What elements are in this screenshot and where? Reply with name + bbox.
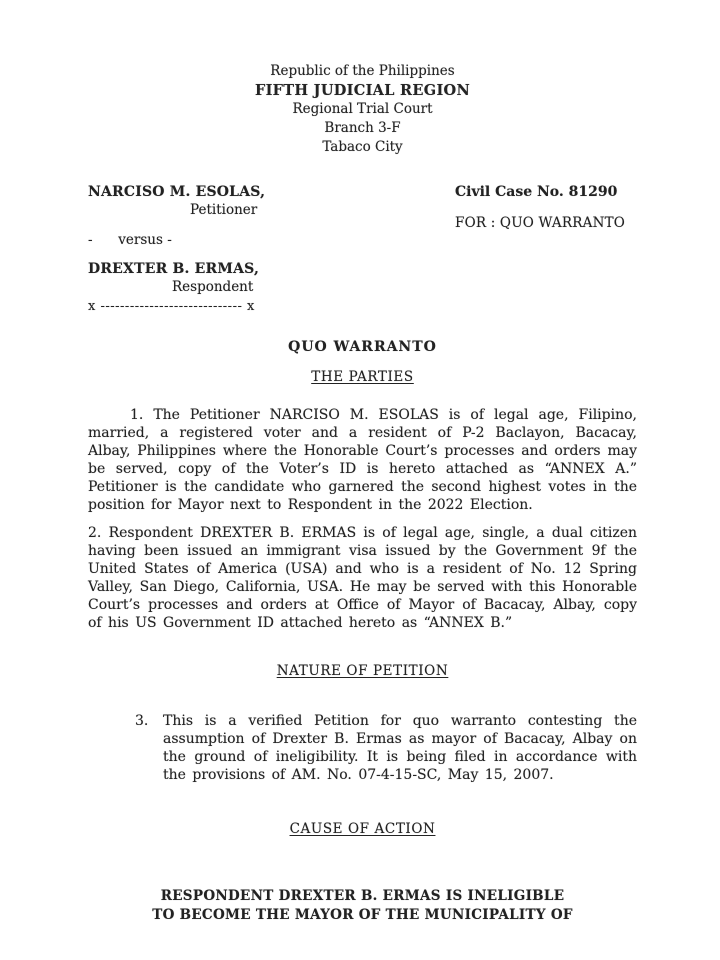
cause-of-action-statement: RESPONDENT DREXTER B. ERMAS IS INELIGIBLE TO BECOME THE MAYOR OF THE MUNICIPALITY OF [152,888,573,923]
respondent-name: DREXTER B. ERMAS, [88,261,260,277]
petitioner-role: Petitioner [190,202,258,218]
caption-case-column [455,184,625,231]
paragraph-2-respondent: 2. Respondent DREXTER B. ERMAS is of legal age, single, a dual citizen having been issued an immigrant visa issued by the Government 9f the United States of America (USA) and who is a resident of No. 12 Spring Valley, San Diego, California, USA. He may be served with this Honorable Court’s processes and orders at Office of Mayor of Bacacay, Albay, copy of his US Government ID attached hereto as “ANNEX B.” [88,525,637,631]
section-heading-cause-of-action: CAUSE OF ACTION [289,821,436,837]
respondent-role: Respondent [172,279,254,295]
caption-closing-dashes: x ----------------------------- x [88,299,255,314]
branch-line: Branch 3-F [324,120,401,136]
republic-line: Republic of the Philippines [270,63,455,79]
case-caption [88,184,637,314]
section-heading-nature-of-petition: NATURE OF PETITION [276,663,449,679]
section-heading-the-parties: THE PARTIES [311,369,414,385]
paragraph-1-petitioner: 1. The Petitioner NARCISO M. ESOLAS is of legal age, Filipino, married, a registered voter and a resident of P-2 Baclayon, Bacacay, Albay, Philippines where the Honorable Court’s processes and orders may be served, copy of the Voter’s ID is hereto attached as “ANNEX A.” Petitioner is the candidate who garnered the second highest votes in the position for Mayor next to Respondent in the 2022 Election. [88,407,637,513]
paragraph-3-number: 3. [135,713,149,729]
trial-court-line: Regional Trial Court [292,101,433,117]
civil-case-number: Civil Case No. 81290 [455,184,618,200]
paragraph-3-text: This is a verified Petition for quo warranto contesting the assumption of Drexter B. Ermas as mayor of Bacacay, Albay on the ground of ineligibility. It is being filed in accordance with the provisions of AM. No. 07-4-15-SC, May 15, 2007. [163,713,637,783]
versus-line: - versus - [88,232,172,248]
court-header [88,62,637,157]
case-type: FOR : QUO WARRANTO [455,215,626,231]
petitioner-name: NARCISO M. ESOLAS, [88,184,266,200]
document-title: QUO WARRANTO [288,339,437,355]
city-line: Tabaco City [322,139,403,155]
judicial-region-line: FIFTH JUDICIAL REGION [254,82,471,99]
paragraph-3-nature [135,712,637,784]
